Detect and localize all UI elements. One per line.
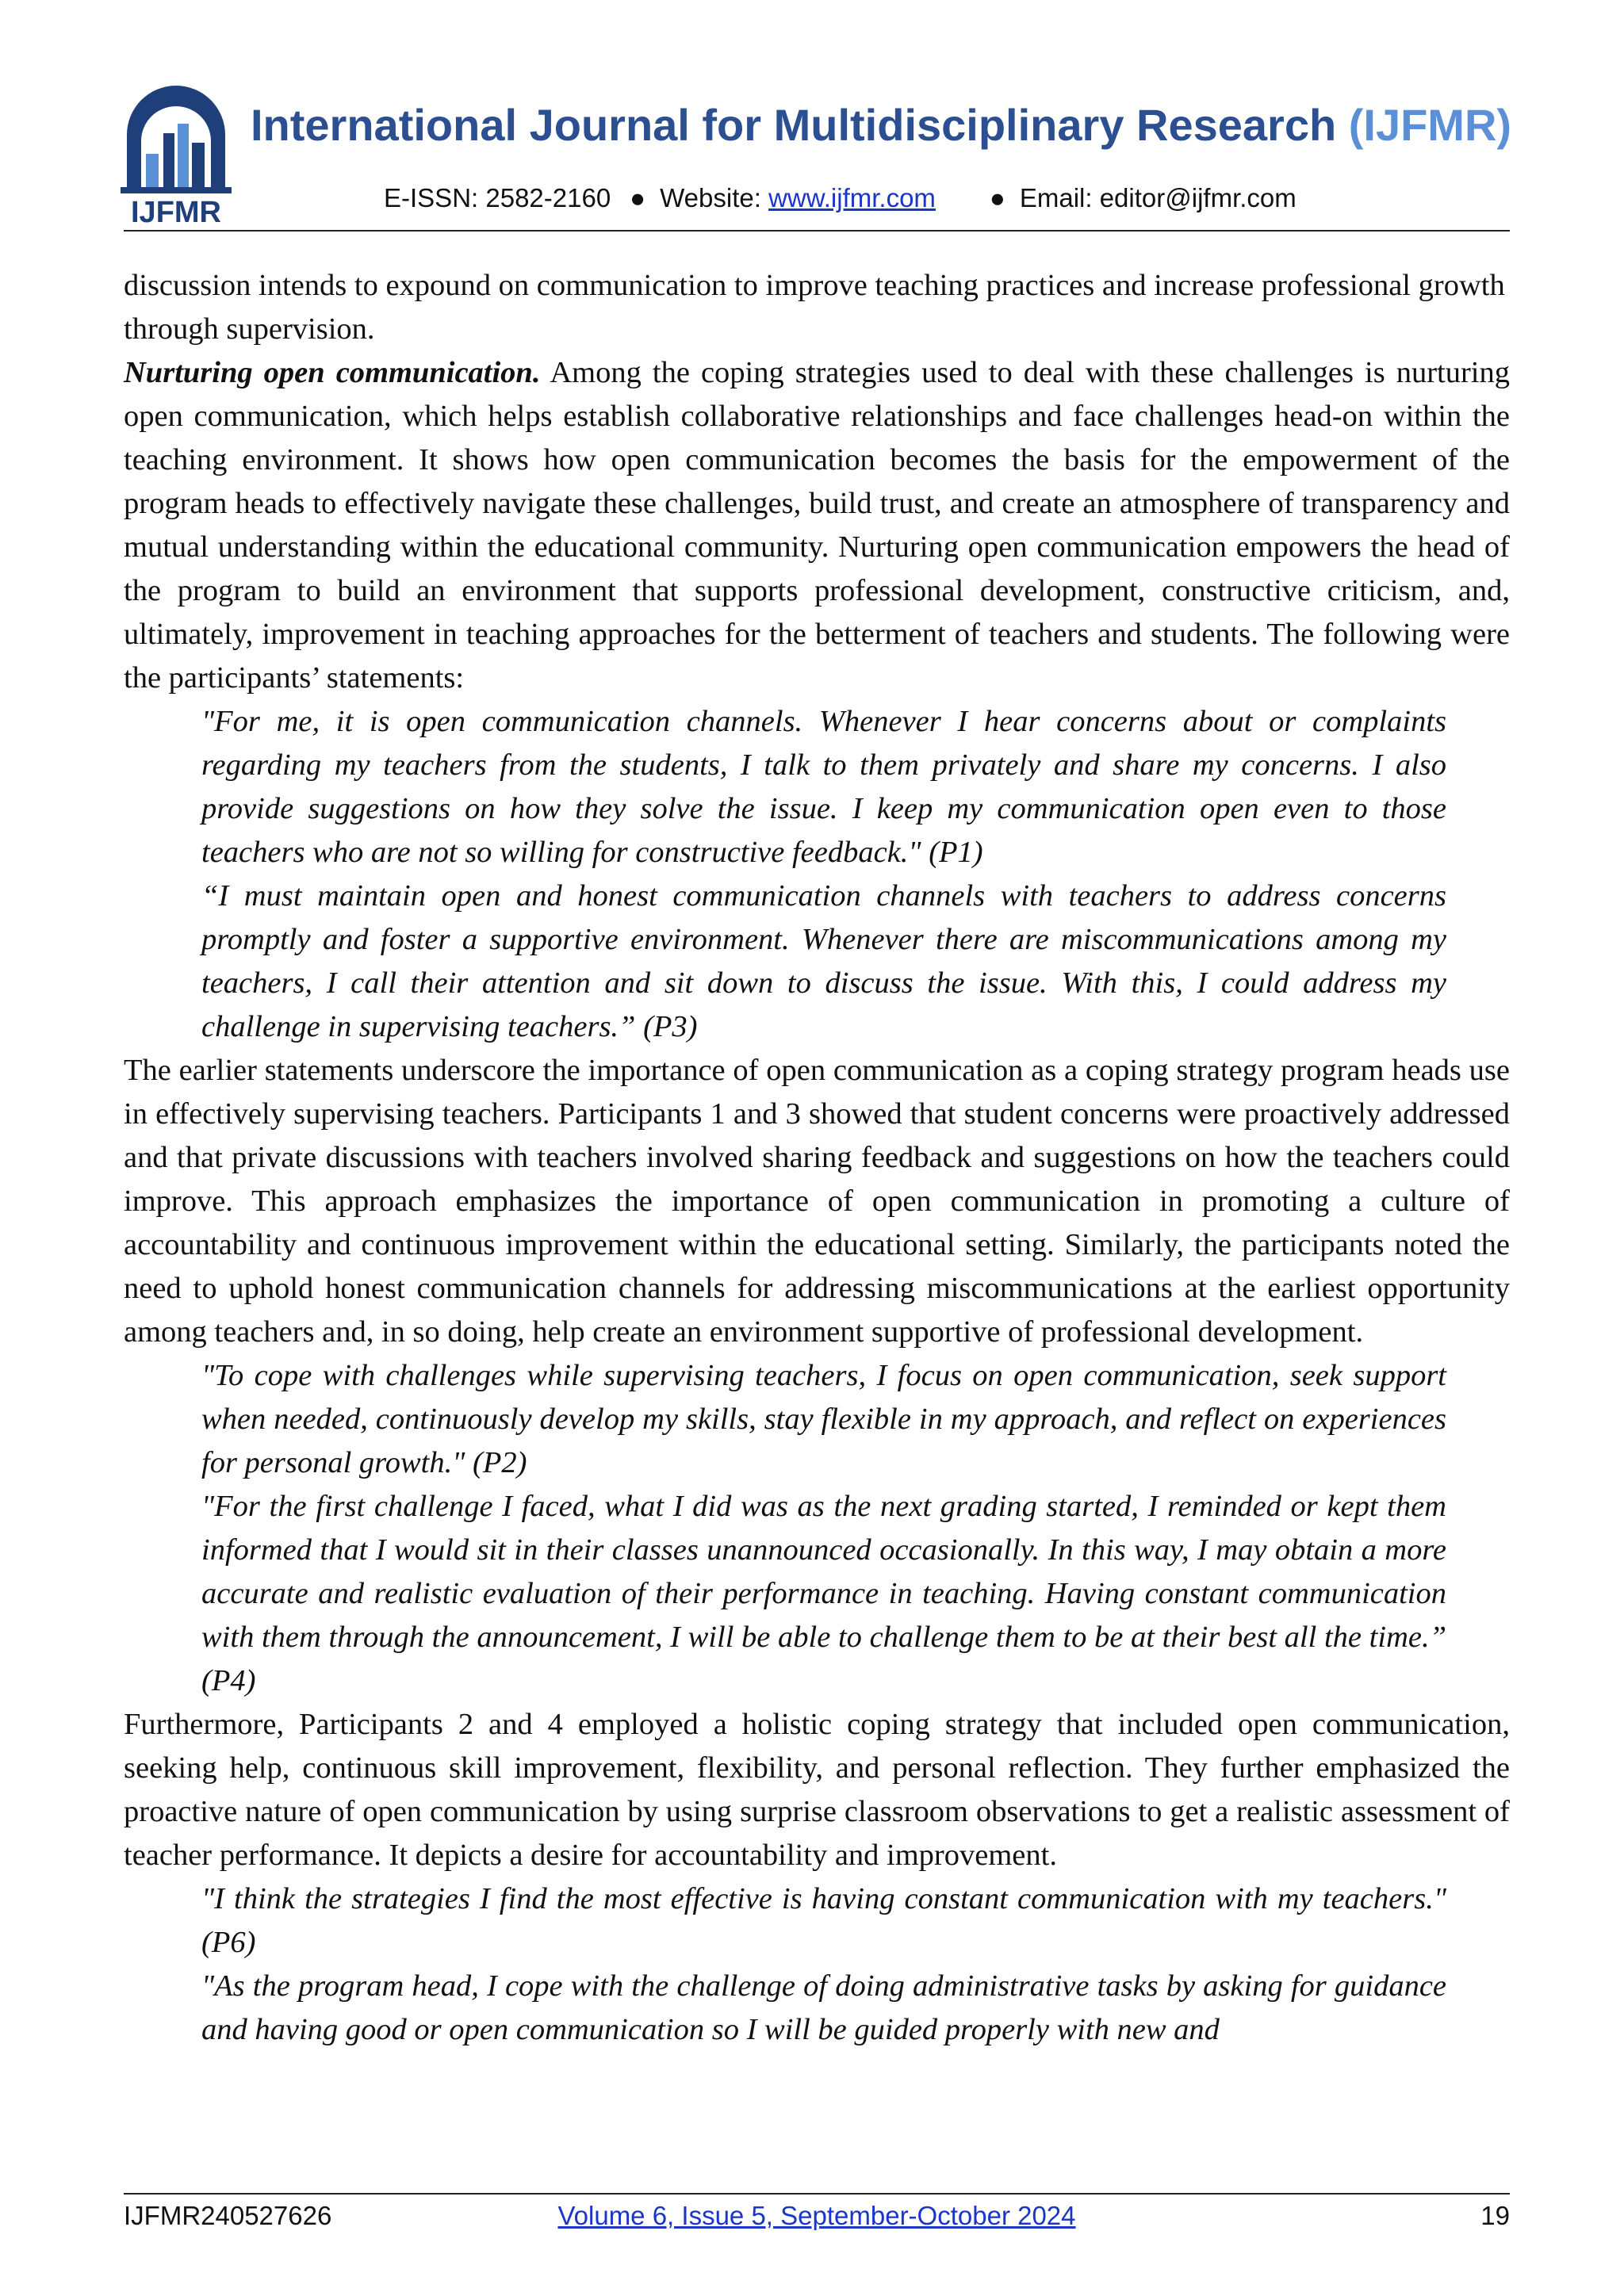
- page-footer: [124, 2198, 1510, 2234]
- paragraph-text: Among the coping strategies used to deal with these challenges is nurturing open communication, which helps establish collaborative relationships and face challenges head-on within the teaching environment. It shows how open communication becomes the basis for the empowerment of the program heads to effectively navigate these challenges, build trust, and create an atmosphere of transparency and mutual understanding within the educational community. Nurturing open communication empowers the head of the program to build an environment that supports professional development, constructive criticism, and, ultimately, improvement in teaching approaches for the betterment of teachers and students. The following were the participants’ statements:: [124, 356, 1510, 695]
- paragraph: The earlier statements underscore the importance of open communication as a coping strategy program heads use in effectively supervising teachers. Participants 1 and 3 showed that student concerns were proactively addressed and that private discussions with teachers involved sharing feedback and suggestions on how the teachers could improve. This approach emphasizes the importance of open communication in promoting a culture of accountability and continuous improvement within the educational setting. Similarly, the participants noted the need to uphold honest communication channels for addressing miscommunications at the earliest opportunity among teachers and, in so doing, help create an environment supportive of professional development.: [124, 1054, 1510, 1349]
- logo-text: IJFMR: [131, 196, 221, 227]
- website-link[interactable]: www.ijfmr.com: [768, 183, 936, 212]
- paper-id: IJFMR240527626: [124, 2201, 332, 2230]
- issn: E-ISSN: 2582-2160: [384, 183, 611, 212]
- ijfmr-logo: [121, 86, 232, 227]
- section-lead-in: Nurturing open communication.: [124, 356, 541, 389]
- participant-quote: “I must maintain open and honest communication channels with teachers to address concerns promptly and foster a supportive environment. Whenever there are miscommunications among my teachers, I call their attention and sit down to discuss the issue. With this, I could address my challenge in supervising teachers.” (P3): [201, 879, 1446, 1043]
- paragraph: Furthermore, Participants 2 and 4 employed a holistic coping strategy that included open communication, seeking help, continuous skill improvement, flexibility, and personal reflection. They further emphasized the proactive nature of open communication by using surprise classroom observations to get a realistic assessment of teacher performance. It depicts a desire for accountability and improvement.: [124, 1708, 1510, 1872]
- journal-title-text: International Journal for Multidisciplinary Research: [251, 100, 1337, 150]
- participant-quote: "To cope with challenges while supervising teachers, I focus on open communication, seek support when needed, continuously develop my skills, stay flexible in my approach, and reflect on experiences for personal growth." (P2): [201, 1359, 1446, 1479]
- article-body: [124, 264, 1510, 2052]
- volume-link[interactable]: Volume 6, Issue 5, September-October 2024: [557, 2201, 1076, 2230]
- website-label: Website:: [660, 183, 761, 212]
- participant-quote: "For me, it is open communication channels. Whenever I hear concerns about or complaints regarding my teachers from the students, I talk to them privately and share my concerns. I also provide suggestions on how they solve the issue. I keep my communication open even to those teachers who are not so willing for constructive feedback." (P1): [201, 705, 1446, 869]
- journal-title: [251, 98, 1519, 152]
- participant-quote: "For the first challenge I faced, what I did was as the next grading started, I reminded or kept them informed that I would sit in their classes unannounced occasionally. In this way, I may obtain a more accurate and realistic evaluation of their performance in teaching. Having constant communication with them through the announcement, I will be able to challenge them to be at their best all the time.” (P4): [201, 1490, 1446, 1697]
- participant-quote: "I think the strategies I find the most effective is having constant communication with my teachers." (P6): [201, 1882, 1446, 1959]
- page-number: 19: [1480, 2201, 1510, 2230]
- journal-meta: [384, 181, 1494, 216]
- paragraph: [124, 351, 1510, 700]
- participant-quote: "As the program head, I cope with the challenge of doing administrative tasks by asking for guidance and having good or open communication so I will be guided properly with new and: [201, 1969, 1446, 2046]
- bullet-separator: ●: [989, 183, 1005, 212]
- journal-abbr: (IJFMR): [1348, 100, 1512, 150]
- footer-divider: [124, 2193, 1510, 2195]
- paragraph: discussion intends to expound on communication to improve teaching practices and increase professional growth through supervision.: [124, 269, 1505, 346]
- bullet-separator: ●: [630, 183, 646, 212]
- email: Email: editor@ijfmr.com: [1019, 183, 1297, 212]
- header-divider: [124, 230, 1510, 232]
